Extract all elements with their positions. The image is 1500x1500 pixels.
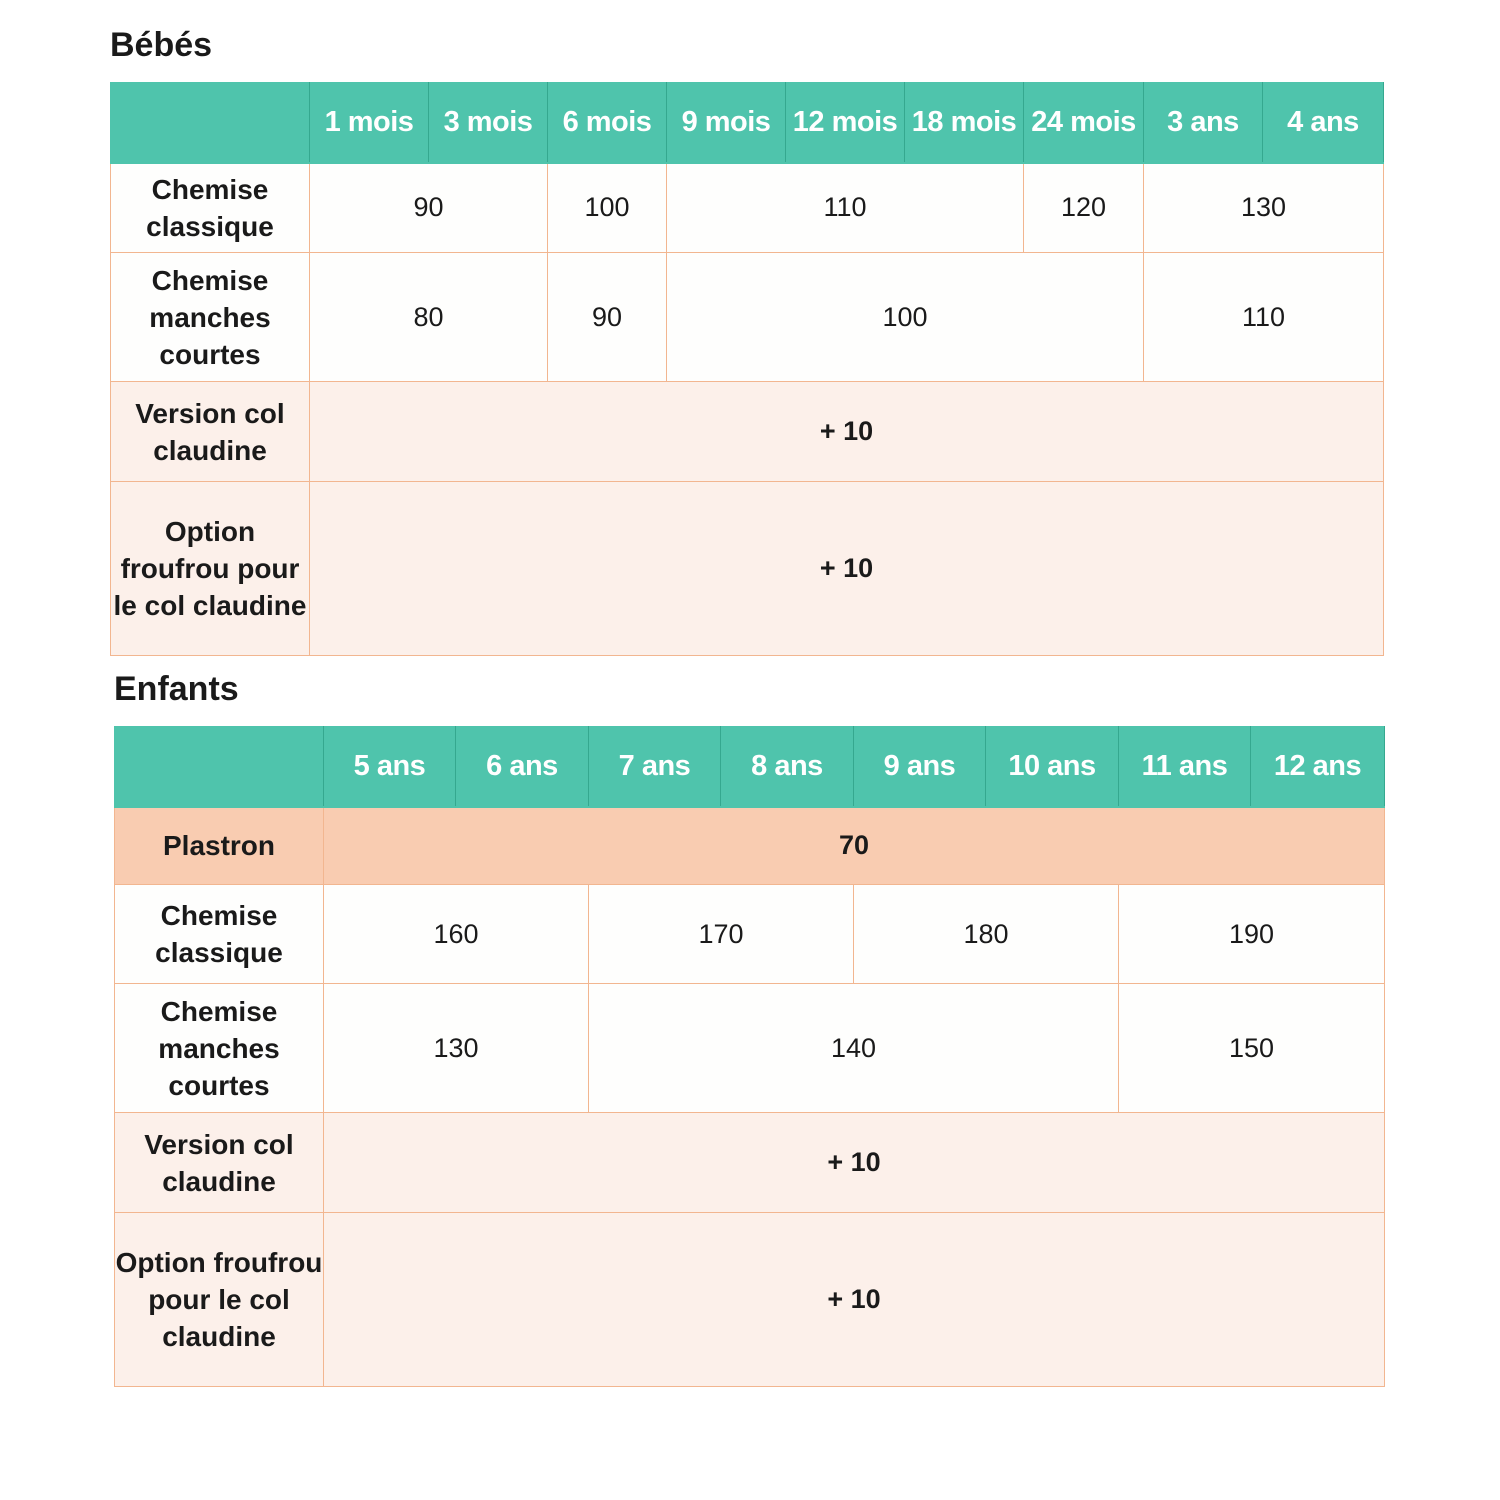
- row-label-chemise-manches-courtes: Chemise manches courtes: [111, 253, 310, 382]
- row-label-option-froufrou: Option froufrou pour le col claudine: [115, 1213, 324, 1387]
- row-label-chemise-classique: Chemise classique: [111, 163, 310, 253]
- value-cell: 180: [854, 885, 1119, 984]
- value-cell: 100: [667, 253, 1144, 382]
- size-table-enfants: [114, 726, 1385, 1387]
- header-corner-cell: [115, 727, 324, 807]
- row-label-plastron: Plastron: [115, 807, 324, 885]
- value-cell: 80: [310, 253, 548, 382]
- column-header: 7 ans: [589, 727, 721, 807]
- value-cell: 170: [589, 885, 854, 984]
- value-cell: 150: [1119, 984, 1385, 1113]
- table-header-row: [115, 727, 1385, 807]
- value-cell: + 10: [324, 1213, 1385, 1387]
- header-corner-cell: [111, 83, 310, 163]
- value-cell: 90: [548, 253, 667, 382]
- row-label-version-col-claudine: Version col claudine: [115, 1113, 324, 1213]
- column-header: 9 mois: [667, 83, 786, 163]
- column-header: 6 mois: [548, 83, 667, 163]
- column-header: 24 mois: [1024, 83, 1144, 163]
- table-row: [115, 1213, 1385, 1387]
- table-row: [111, 382, 1384, 482]
- table-header-row: [111, 83, 1384, 163]
- value-cell: 90: [310, 163, 548, 253]
- table-row: [111, 163, 1384, 253]
- table-row: [115, 984, 1385, 1113]
- value-cell: 120: [1024, 163, 1144, 253]
- value-cell: 100: [548, 163, 667, 253]
- column-header: 12 mois: [786, 83, 905, 163]
- section-title-enfants: Enfants: [114, 670, 239, 708]
- column-header: 3 mois: [429, 83, 548, 163]
- column-header: 11 ans: [1119, 727, 1251, 807]
- column-header: 8 ans: [721, 727, 854, 807]
- value-cell: 190: [1119, 885, 1385, 984]
- row-label-option-froufrou: Option froufrou pour le col claudine: [111, 482, 310, 656]
- column-header: 4 ans: [1263, 83, 1384, 163]
- column-header: 10 ans: [986, 727, 1119, 807]
- column-header: 9 ans: [854, 727, 986, 807]
- value-cell: 70: [324, 807, 1385, 885]
- column-header: 1 mois: [310, 83, 429, 163]
- table-row: [115, 1113, 1385, 1213]
- size-table-bebes: [110, 82, 1384, 656]
- column-header: 3 ans: [1144, 83, 1263, 163]
- table-row: [115, 885, 1385, 984]
- column-header: 12 ans: [1251, 727, 1385, 807]
- row-label-chemise-manches-courtes: Chemise manches courtes: [115, 984, 324, 1113]
- table-row: [111, 482, 1384, 656]
- value-cell: + 10: [310, 382, 1384, 482]
- value-cell: + 10: [324, 1113, 1385, 1213]
- column-header: 6 ans: [456, 727, 589, 807]
- value-cell: 140: [589, 984, 1119, 1113]
- value-cell: 160: [324, 885, 589, 984]
- value-cell: + 10: [310, 482, 1384, 656]
- table-row: [115, 807, 1385, 885]
- table-row: [111, 253, 1384, 382]
- section-title-bebes: Bébés: [110, 26, 213, 64]
- column-header: 5 ans: [324, 727, 456, 807]
- value-cell: 110: [1144, 253, 1384, 382]
- value-cell: 130: [1144, 163, 1384, 253]
- row-label-chemise-classique: Chemise classique: [115, 885, 324, 984]
- value-cell: 110: [667, 163, 1024, 253]
- column-header: 18 mois: [905, 83, 1024, 163]
- row-label-version-col-claudine: Version col claudine: [111, 382, 310, 482]
- value-cell: 130: [324, 984, 589, 1113]
